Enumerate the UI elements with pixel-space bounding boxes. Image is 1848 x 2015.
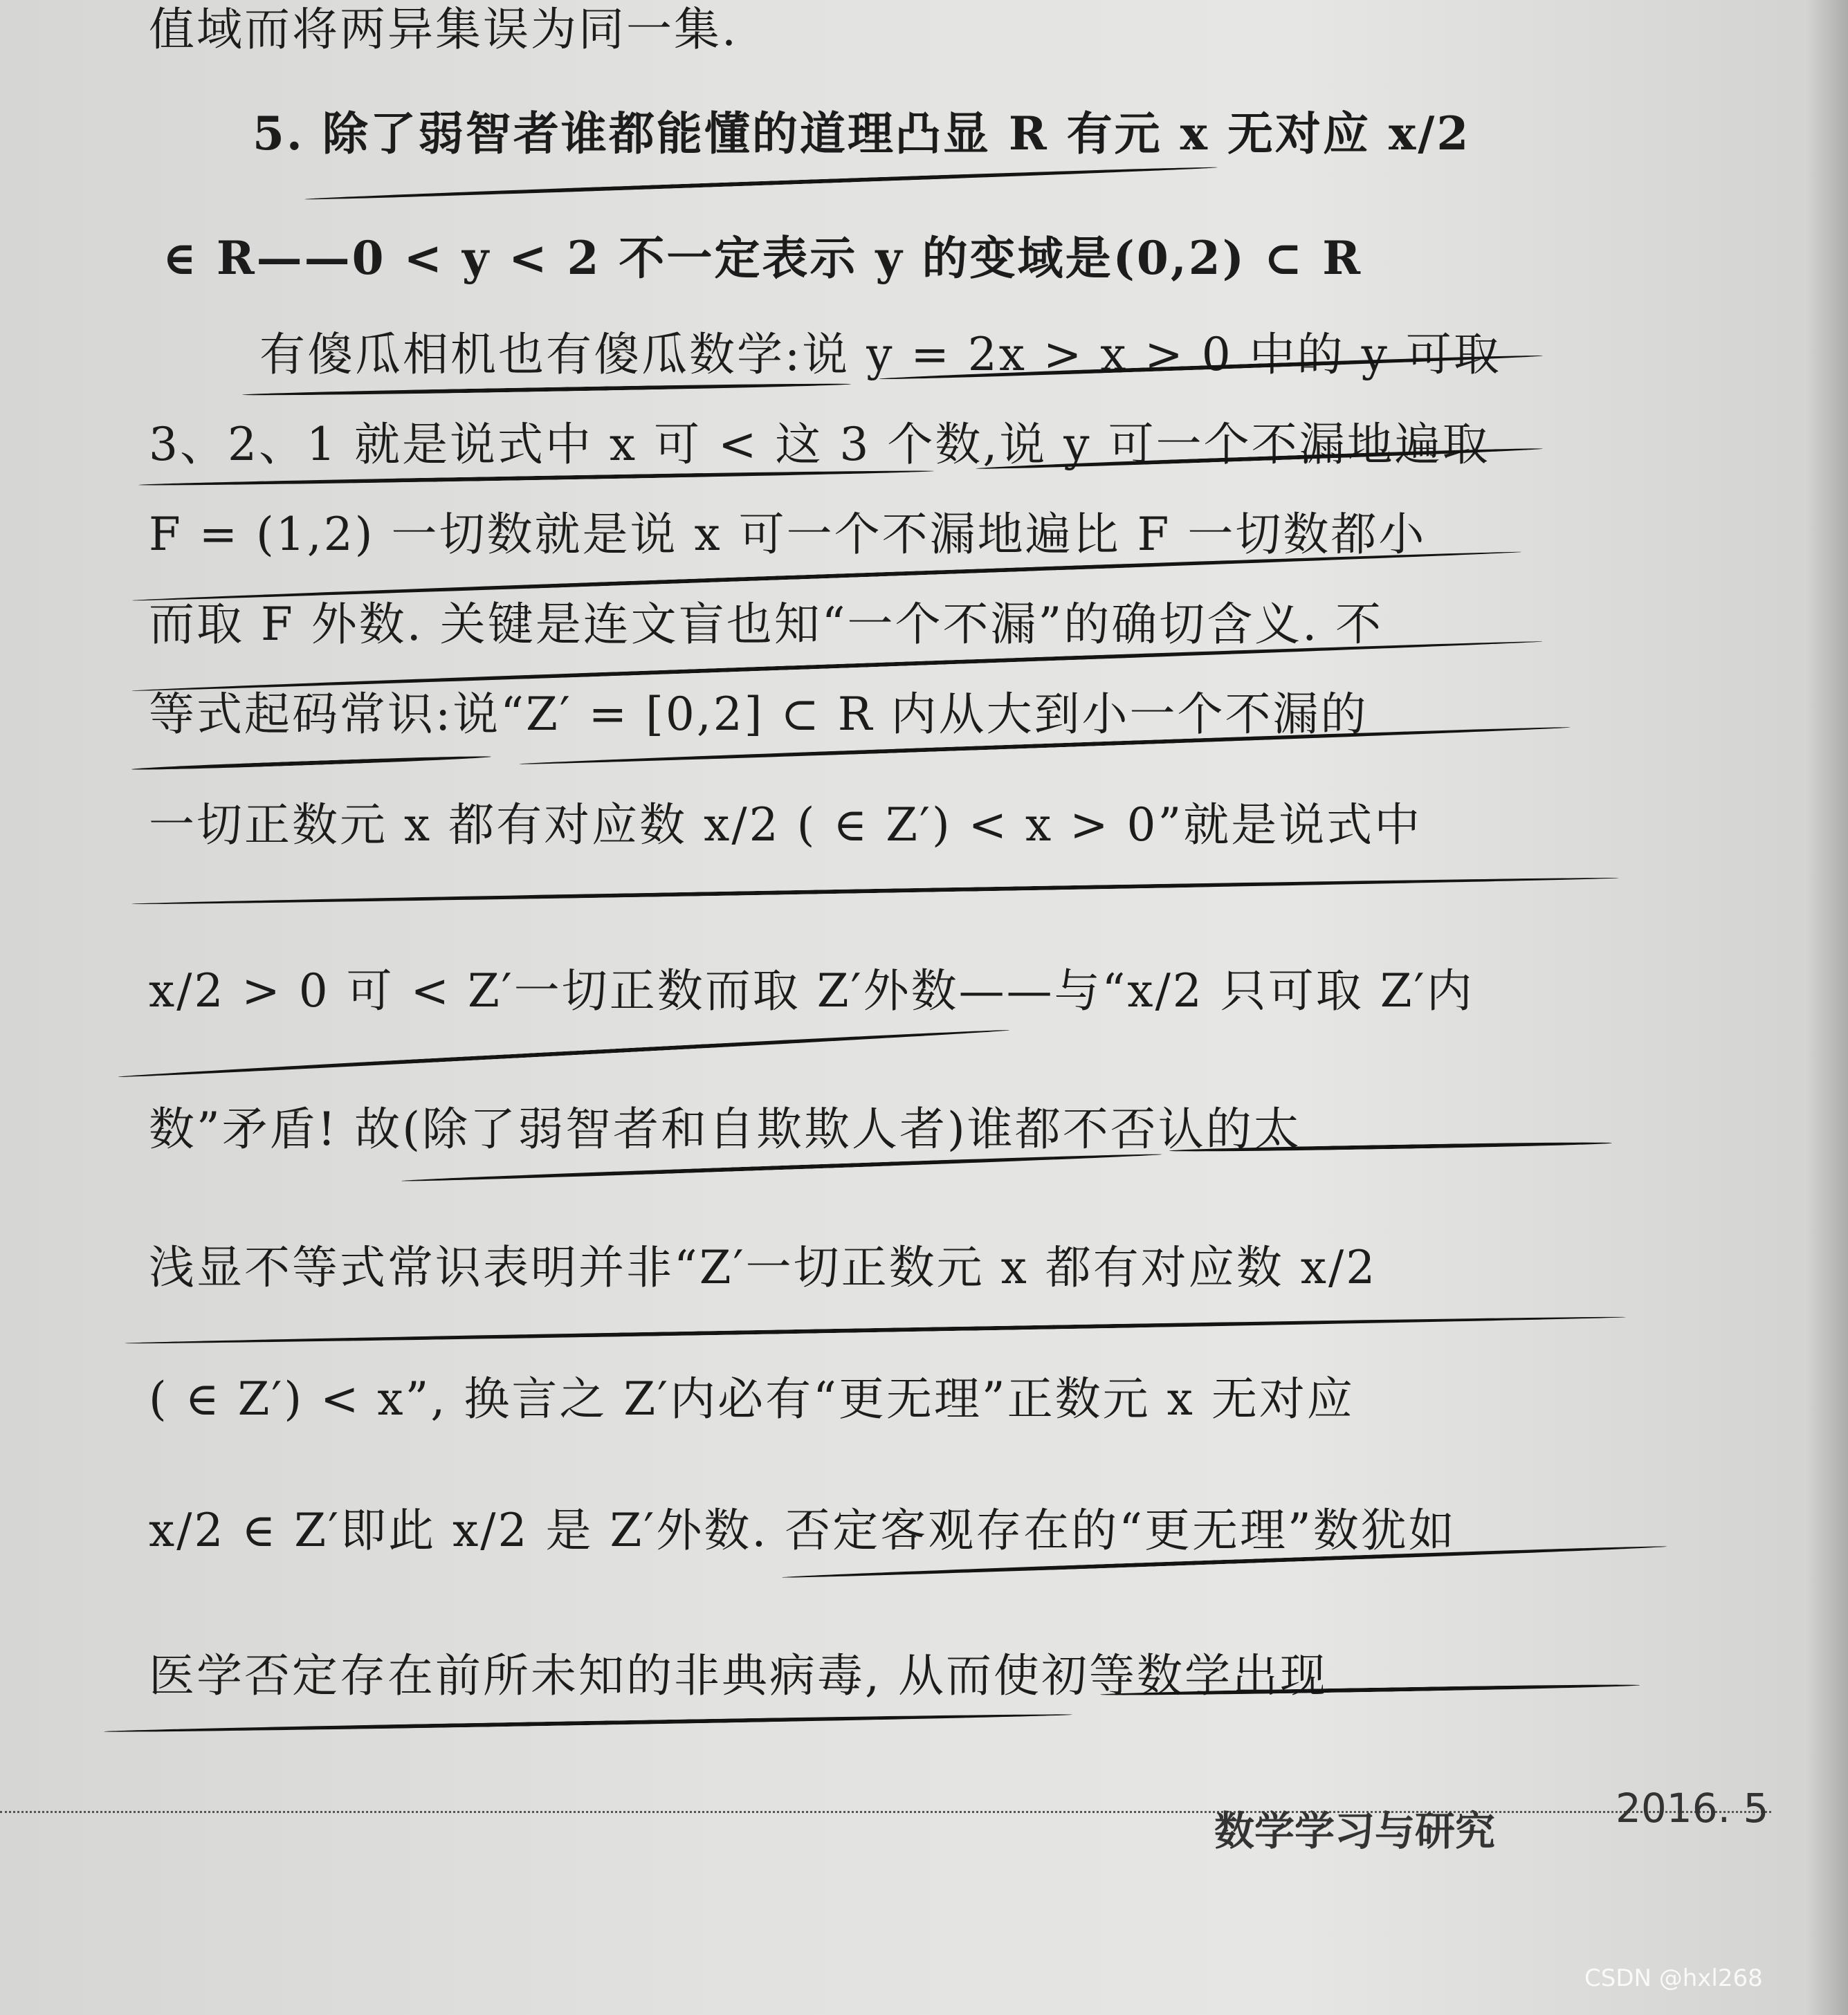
journal-name: 数学学习与研究 bbox=[1214, 1807, 1496, 1855]
section-heading-continued: ∈ R——0 < y < 2 不一定表示 y 的变域是(0,2) ⊂ R bbox=[163, 231, 1363, 285]
handwritten-underline bbox=[304, 165, 1217, 201]
handwritten-underline bbox=[131, 755, 491, 771]
text-line: ( ∈ Z′) < x”, 换言之 Z′内必有“更无理”正数元 x 无对应 bbox=[149, 1372, 1355, 1426]
handwritten-underline bbox=[125, 1315, 1626, 1345]
text-line: 值域而将两异集误为同一集. bbox=[149, 3, 738, 56]
footer-rule bbox=[0, 1811, 1771, 1813]
text-line: x/2 > 0 可 < Z′一切正数而取 Z′外数——与“x/2 只可取 Z′内 bbox=[149, 964, 1474, 1018]
handwritten-underline bbox=[104, 1713, 1072, 1733]
text-line: 一切正数元 x 都有对应数 x/2 ( ∈ Z′) < x > 0”就是说式中 bbox=[149, 798, 1422, 852]
text-line: 有傻瓜相机也有傻瓜数学:说 y = 2x > x > 0 中的 y 可取 bbox=[259, 328, 1501, 381]
text-line: 3、2、1 就是说式中 x 可 < 这 3 个数,说 y 可一个不漏地遍取 bbox=[149, 418, 1490, 471]
text-line: x/2 ∈ Z′即此 x/2 是 Z′外数. 否定客观存在的“更无理”数犹如 bbox=[149, 1504, 1456, 1557]
handwritten-underline bbox=[131, 876, 1619, 906]
text-line: 等式起码常识:说“Z′ = [0,2] ⊂ R 内从大到小一个不漏的 bbox=[149, 688, 1369, 741]
handwritten-underline bbox=[138, 469, 934, 487]
handwritten-underline bbox=[401, 1152, 1162, 1183]
text-line: 浅显不等式常识表明并非“Z′一切正数元 x 都有对应数 x/2 bbox=[149, 1241, 1378, 1294]
text-line: 医学否定存在前所未知的非典病毒, 从而使初等数学出现 bbox=[149, 1649, 1328, 1702]
issue-number: 2016. 5 bbox=[1616, 1785, 1769, 1832]
watermark: CSDN @hxl268 bbox=[1584, 1965, 1763, 1992]
handwritten-underline bbox=[118, 1028, 1010, 1079]
handwritten-underline bbox=[242, 382, 851, 396]
text-line: 而取 F 外数. 关键是连文盲也知“一个不漏”的确切含义. 不 bbox=[149, 598, 1384, 651]
text-line: 数”矛盾! 故(除了弱智者和自欺欺人者)谁都不否认的太 bbox=[149, 1103, 1301, 1156]
section-heading: 5. 除了弱智者谁都能懂的道理凸显 R 有元 x 无对应 x/2 bbox=[253, 107, 1471, 160]
text-line: F = (1,2) 一切数就是说 x 可一个不漏地遍比 F 一切数都小 bbox=[149, 508, 1427, 561]
